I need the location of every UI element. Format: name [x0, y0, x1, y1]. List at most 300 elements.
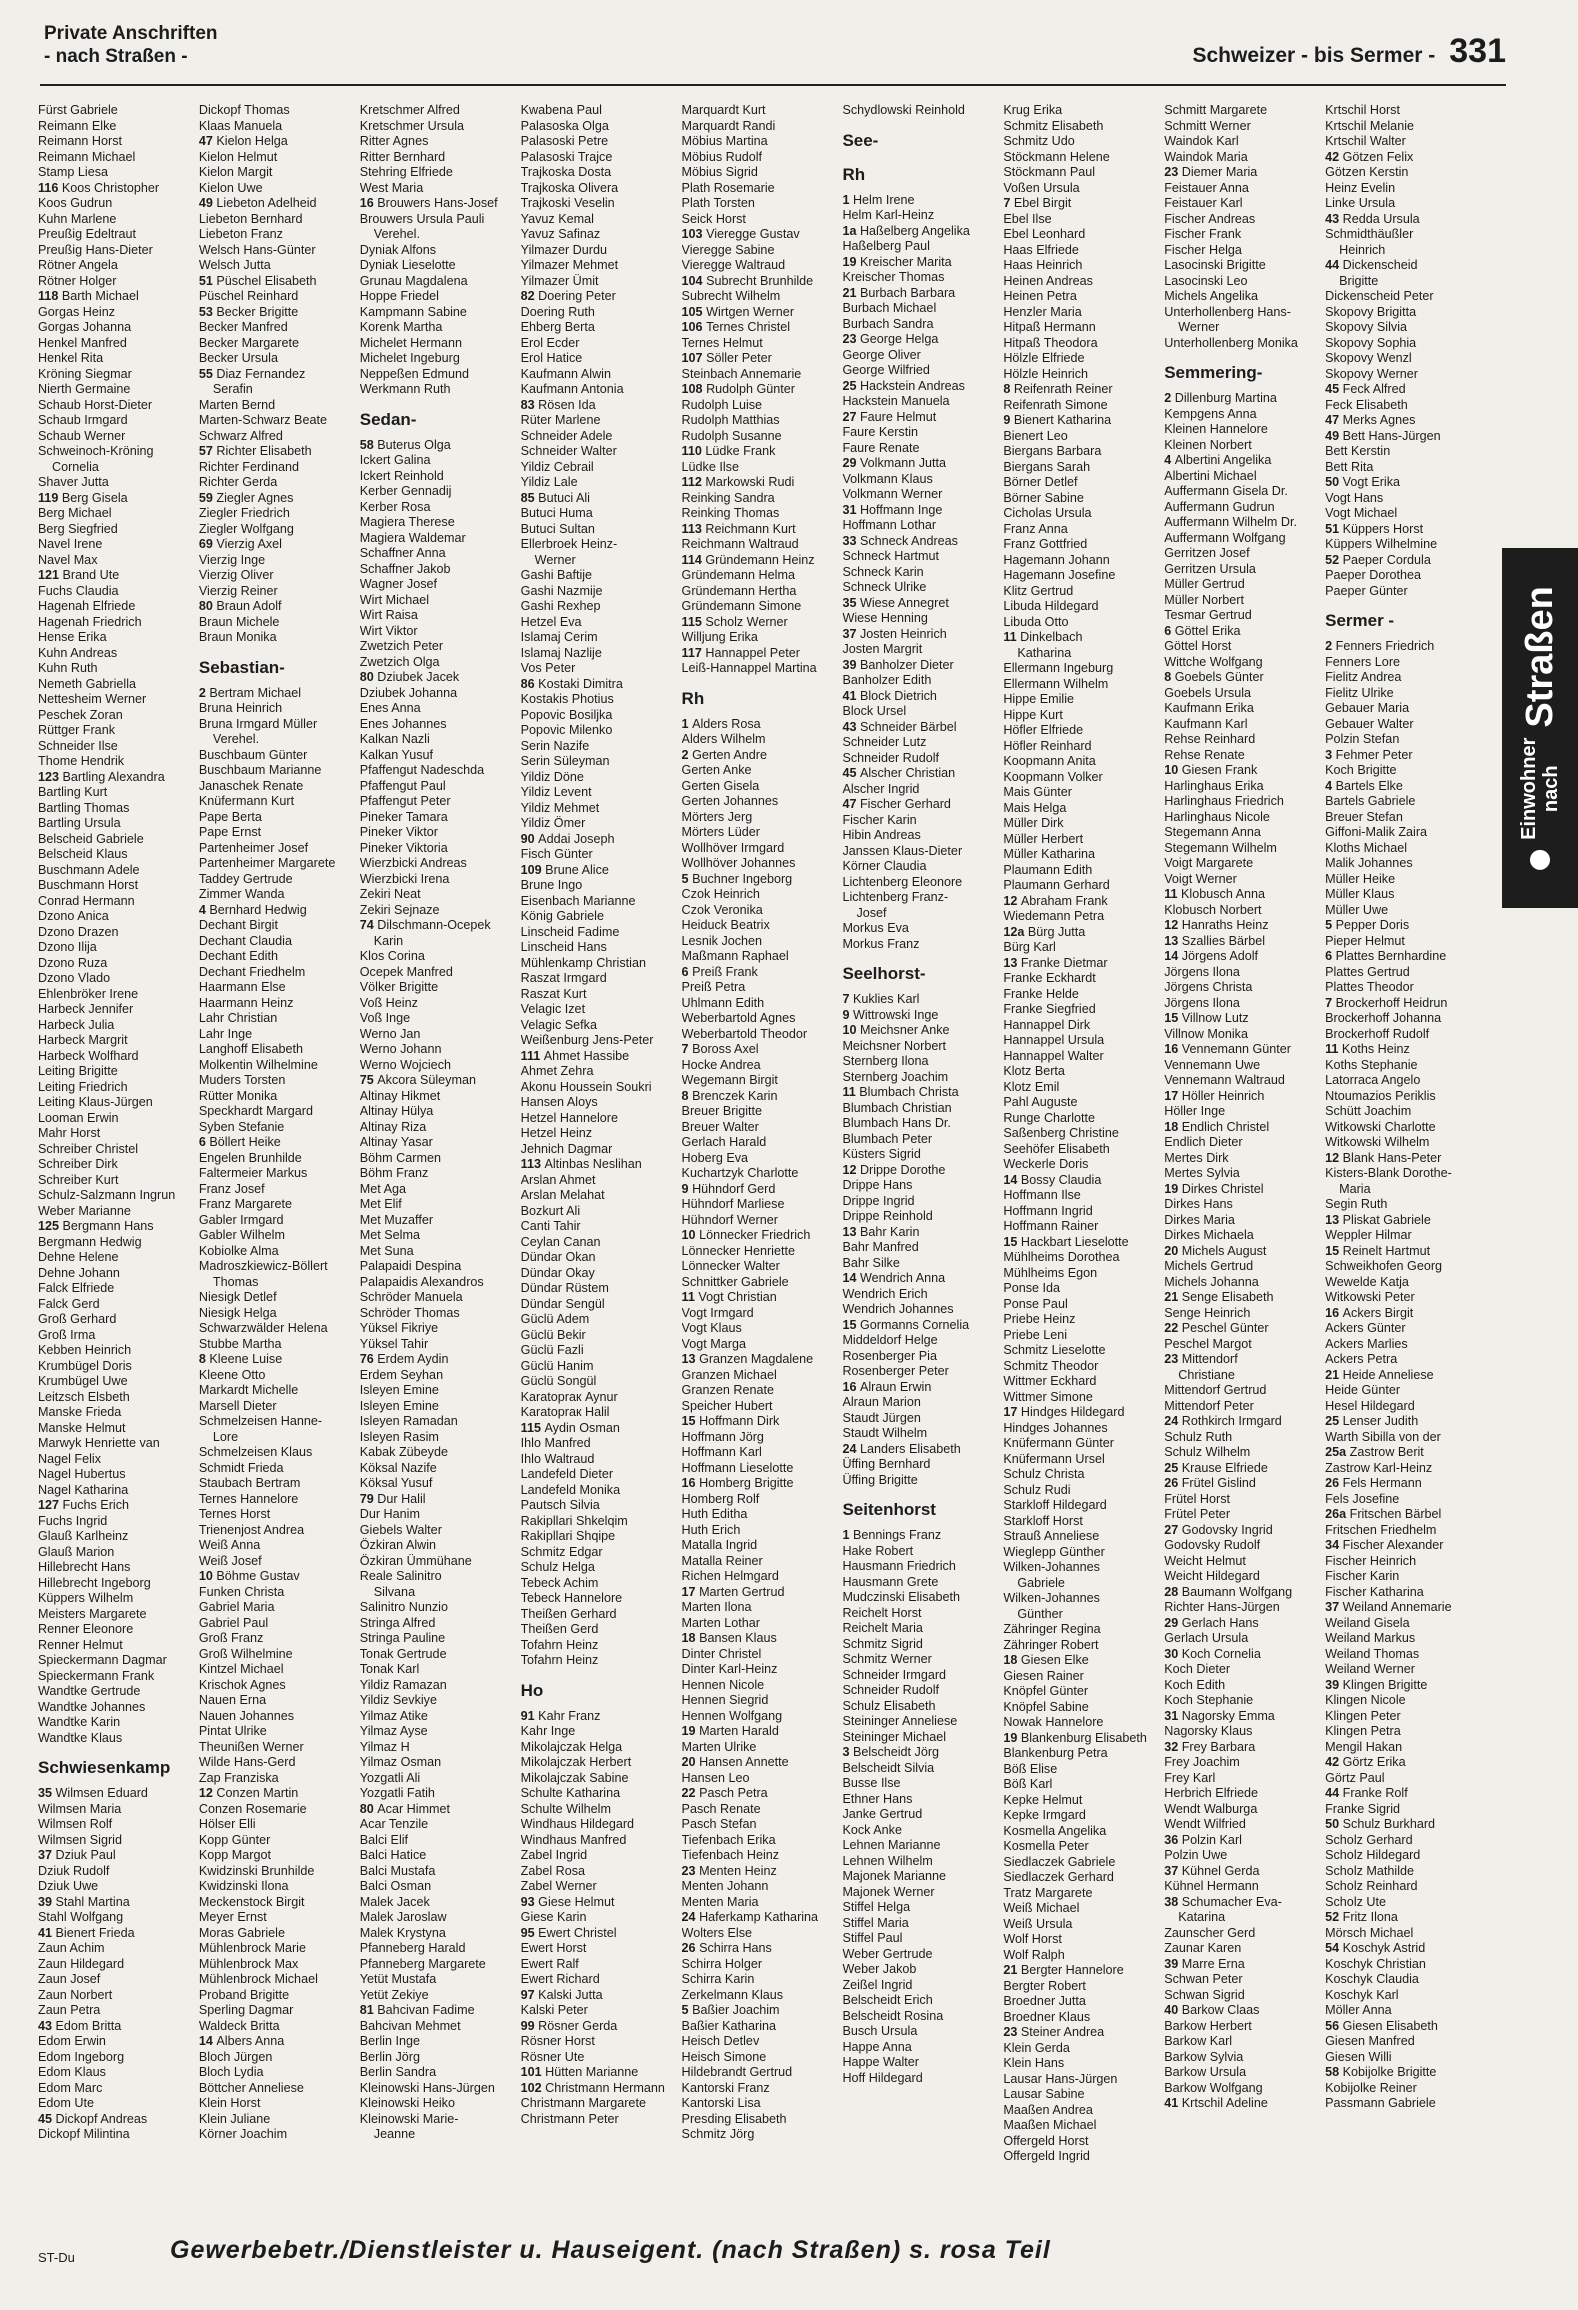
directory-entry: Heiduck Beatrix	[681, 918, 770, 932]
directory-entry: Paeper Günter	[1325, 583, 1408, 598]
house-number: 15	[842, 1317, 860, 1332]
directory-entry: Giesen Manfred	[1325, 2034, 1415, 2048]
directory-entry: Giesen Willi	[1325, 2049, 1392, 2064]
directory-entry: Güclü Fazli	[520, 1343, 584, 1357]
directory-entry: Akonu Houssein Soukri	[520, 1079, 652, 1094]
directory-entry: Jörgens Ilona	[1164, 964, 1240, 979]
directory-entry: Palasoska Olga	[520, 118, 609, 133]
directory-entry: Mengil Hakan	[1325, 1739, 1403, 1754]
directory-entry: Schneider Lutz	[842, 735, 927, 749]
directory-entry: 2 Gerten Andre	[681, 747, 767, 762]
house-number: 31	[1164, 1708, 1182, 1723]
directory-entry: Linke Ursula	[1325, 196, 1396, 210]
directory-entry: Feck Elisabeth	[1325, 397, 1408, 412]
directory-entry: Block Ursel	[842, 704, 907, 718]
directory-entry: Proband Brigitte	[198, 1987, 290, 2002]
entry-continuation: Brigitte	[1339, 273, 1379, 288]
directory-entry: Fürst Gabriele	[38, 103, 118, 117]
directory-entry: Plattes Theodor	[1325, 980, 1414, 994]
directory-entry: Wagner Josef	[359, 577, 437, 591]
directory-entry: Bartling Kurt	[38, 785, 108, 799]
directory-entry: Zaun Hildegard	[38, 1956, 125, 1971]
directory-entry: Schreiber Christel	[38, 1141, 139, 1156]
directory-entry: Burbach Sandra	[842, 316, 934, 331]
directory-entry: Lausar Hans-Jürgen	[1003, 2071, 1118, 2086]
directory-entry: Blankenburg Petra	[1003, 1746, 1108, 1760]
directory-entry: 115 Scholz Werner	[681, 614, 788, 629]
directory-entry: Koos Gudrun	[38, 196, 113, 210]
house-number: 51	[198, 273, 217, 288]
directory-entry: Bergter Robert	[1003, 1978, 1086, 1993]
directory-entry: Brouwers Ursula Pauli	[359, 211, 485, 226]
directory-entry: 15 Hoffmann Dirk	[681, 1414, 780, 1428]
directory-entry: Haarmann Else	[198, 980, 286, 994]
directory-entry: Küsters Sigrid	[842, 1147, 921, 1161]
directory-entry: Böß Karl	[1003, 1777, 1053, 1791]
directory-entry: Dirkes Michaela	[1164, 1228, 1254, 1242]
directory-entry: Faltermeier Markus	[198, 1166, 308, 1180]
directory-entry: Thome Hendrik	[38, 754, 125, 768]
directory-entry: 43 Redda Ursula	[1325, 211, 1420, 226]
directory-entry: Peschel Margot	[1164, 1336, 1252, 1351]
directory-entry: 42 Görtz Erika	[1325, 1755, 1406, 1769]
directory-entry: Palapaidi Despina	[359, 1259, 462, 1273]
directory-entry: Dehne Johann	[38, 1265, 120, 1280]
directory-entry: 21 Heide Anneliese	[1325, 1367, 1434, 1382]
directory-entry: 21 Senge Elisabeth	[1164, 1290, 1274, 1304]
directory-entry: Göttel Horst	[1164, 639, 1232, 653]
directory-entry: Matalla Reiner	[681, 1553, 763, 1568]
directory-entry: 16 Vennemann Günter	[1164, 1042, 1291, 1056]
directory-entry: Kleinowski Hans-Jürgen	[359, 2080, 495, 2095]
directory-entry: Schmidt Frieda	[198, 1460, 284, 1475]
house-number: 101	[520, 2065, 546, 2079]
directory-entry: 25 Krause Elfriede	[1164, 1460, 1268, 1475]
directory-entry: 10 Giesen Frank	[1164, 763, 1258, 777]
directory-entry: Erol Hatice	[520, 351, 583, 365]
house-number: 23	[842, 332, 860, 346]
directory-entry: Sternberg Ilona	[842, 1054, 929, 1068]
directory-entry: Hetzel Hannelore	[520, 1110, 618, 1125]
directory-entry: Rudolph Matthias	[681, 413, 780, 427]
directory-entry: Berlin Inge	[359, 2034, 420, 2048]
directory-entry: Polzin Uwe	[1164, 1848, 1228, 1862]
directory-entry: Kostakis Photius	[520, 692, 614, 706]
house-number: 44	[1325, 258, 1343, 272]
directory-entry: Pineker Tamara	[359, 809, 448, 824]
directory-entry: Stiffel Paul	[842, 1931, 903, 1945]
directory-entry: 15 Reinelt Hartmut	[1325, 1243, 1431, 1258]
directory-entry: Steinbach Annemarie	[681, 366, 802, 381]
directory-entry: Henzler Maria	[1003, 304, 1082, 319]
directory-entry: Zabel Werner	[520, 1879, 597, 1893]
directory-entry: 85 Butuci Ali	[520, 490, 590, 505]
directory-entry: Belscheidt Erich	[842, 1993, 933, 2007]
house-number: 35	[38, 1786, 56, 1800]
house-number: 83	[520, 397, 539, 412]
directory-entry: Isleyen Ramadan	[359, 1414, 458, 1428]
directory-entry: 29 Gerlach Hans	[1164, 1615, 1259, 1630]
entry-continuation: Werner	[534, 552, 576, 567]
directory-entry: Krumbügel Doris	[38, 1358, 132, 1373]
directory-entry: Kalkan Nazli	[359, 732, 430, 746]
directory-entry: Lahr Inge	[198, 1026, 253, 1041]
directory-entry: Körner Joachim	[198, 2127, 288, 2141]
directory-entry: Yildiz Levent	[520, 785, 592, 799]
house-number: 127	[38, 1498, 63, 1512]
directory-entry: Krischok Agnes	[198, 1677, 286, 1692]
entry-continuation: Katarina	[1178, 1910, 1226, 1924]
directory-entry: Popovic Milenko	[520, 723, 613, 737]
directory-entry: 3 Belscheidt Jörg	[842, 1745, 940, 1759]
directory-entry: Belscheid Klaus	[38, 847, 128, 861]
directory-entry: Theißen Gerd	[520, 1622, 599, 1636]
directory-entry: Kielon Margit	[198, 165, 273, 179]
directory-entry: Bartling Thomas	[38, 800, 130, 815]
directory-entry: Wandtke Gertrude	[38, 1684, 141, 1698]
directory-entry: Belscheidt Silvia	[842, 1760, 935, 1775]
house-number: 7	[1325, 995, 1336, 1010]
directory-entry: Stehring Elfriede	[359, 165, 453, 179]
directory-entry: Paeper Dorothea	[1325, 568, 1422, 582]
house-number: 2	[198, 685, 210, 700]
directory-entry: Bahr Manfred	[842, 1240, 919, 1254]
directory-entry: Groß Irma	[38, 1327, 96, 1342]
directory-entry: Franz Anna	[1003, 521, 1068, 536]
directory-entry: Krtschil Walter	[1325, 134, 1406, 148]
house-number: 106	[681, 320, 707, 334]
directory-entry: Dzono Ruza	[38, 955, 108, 970]
directory-entry: Muders Torsten	[198, 1073, 286, 1087]
directory-entry: Harlinghaus Friedrich	[1164, 794, 1284, 808]
directory-entry: Kleinen Hannelore	[1164, 422, 1268, 436]
house-number: 50	[1325, 475, 1343, 489]
directory-entry: Berg Siegfried	[38, 521, 118, 536]
header-rule	[40, 84, 1506, 86]
directory-entry: Schnittker Gabriele	[681, 1274, 789, 1289]
house-number: 41	[842, 688, 860, 703]
directory-entry: Plaumann Edith	[1003, 862, 1093, 877]
directory-entry: Brockerhoff Rudolf	[1325, 1026, 1430, 1041]
directory-entry: Yilmaz Atike	[359, 1708, 428, 1723]
directory-entry: Ziegler Wolfgang	[198, 521, 294, 536]
directory-entry: König Gabriele	[520, 909, 604, 923]
directory-entry: Lüdke Ilse	[681, 459, 739, 474]
directory-entry: Ellermann Wilhelm	[1003, 676, 1109, 691]
directory-entry: Fenners Lore	[1325, 654, 1401, 669]
directory-entry: Priebe Heinz	[1003, 1312, 1076, 1326]
directory-entry: Schmitz Edgar	[520, 1544, 603, 1559]
entry-continuation: Heinrich	[1339, 242, 1386, 257]
directory-entry: Pape Berta	[198, 809, 262, 824]
directory-entry: Dickopf Thomas	[198, 103, 290, 117]
directory-entry: 102 Christmann Hermann	[520, 2080, 665, 2095]
directory-entry: Marwyk Henriette van	[38, 1436, 160, 1450]
directory-entry: Wilken-Johannes	[1003, 1591, 1100, 1605]
directory-entry: 104 Subrecht Brunhilde	[681, 273, 814, 288]
directory-entry: Meckenstock Birgit	[198, 1894, 305, 1909]
directory-entry: Wittmer Eckhard	[1003, 1374, 1097, 1388]
directory-entry: Hannappel Walter	[1003, 1048, 1104, 1063]
house-number: 36	[1164, 1832, 1182, 1847]
directory-entry: Rehse Renate	[1164, 747, 1245, 762]
directory-entry: Bergmann Hedwig	[38, 1234, 142, 1249]
directory-entry: Hake Robert	[842, 1543, 914, 1558]
house-number: 76	[359, 1352, 378, 1366]
directory-entry: Heisch Simone	[681, 2049, 767, 2064]
directory-entry: Kielon Uwe	[198, 180, 263, 195]
directory-entry: Kepke Helmut	[1003, 1792, 1083, 1807]
directory-entry: Broedner Jutta	[1003, 1994, 1086, 2008]
directory-entry: Rösner Horst	[520, 2034, 595, 2048]
directory-entry: Landefeld Dieter	[520, 1467, 614, 1481]
directory-entry: Fischer Heinrich	[1325, 1553, 1417, 1568]
directory-entry: Güclü Adem	[520, 1312, 590, 1326]
directory-entry: Koths Stephanie	[1325, 1057, 1418, 1072]
house-number: 34	[1325, 1538, 1343, 1552]
directory-entry: Hetzel Heinz	[520, 1126, 593, 1140]
directory-entry: Frey Karl	[1164, 1770, 1216, 1785]
directory-entry: Güclü Bekir	[520, 1327, 586, 1342]
directory-entry: Hühndorf Marliese	[681, 1197, 785, 1211]
directory-entry: Schreiber Kurt	[38, 1172, 119, 1187]
directory-entry: Engelen Brunhilde	[198, 1150, 302, 1165]
directory-entry: Seick Horst	[681, 211, 746, 226]
house-number: 12	[1003, 893, 1021, 908]
directory-entry: Richter Hans-Jürgen	[1164, 1600, 1280, 1614]
directory-entry: Jörgens Ilona	[1164, 995, 1240, 1010]
directory-entry: Wirt Michael	[359, 592, 430, 607]
directory-entry: Kuhn Marlene	[38, 211, 117, 226]
directory-entry: Dzono Drazen	[38, 924, 119, 939]
directory-entry: Ackers Petra	[1325, 1352, 1398, 1366]
directory-entry: Schirra Karin	[681, 1972, 755, 1986]
directory-entry: Rösner Ute	[520, 2049, 585, 2064]
directory-entry: Weißenburg Jens-Peter	[520, 1033, 654, 1047]
directory-entry: Reimann Michael	[38, 149, 136, 164]
directory-entry: 30 Koch Cornelia	[1164, 1646, 1261, 1661]
directory-entry: Skopovy Wenzl	[1325, 351, 1412, 365]
directory-entry: Schmitt Margarete	[1164, 103, 1268, 117]
directory-entry: Vennemann Waltraud	[1164, 1073, 1285, 1087]
directory-entry: Harbeck Wolfhard	[38, 1048, 139, 1063]
house-number: 15	[1003, 1234, 1021, 1249]
directory-entry: 112 Markowski Rudi	[681, 475, 795, 489]
directory-entry: Fischer Andreas	[1164, 211, 1256, 226]
directory-entry: Möbius Martina	[681, 134, 768, 148]
directory-entry: Hagenah Elfriede	[38, 599, 136, 613]
house-number: 16	[359, 196, 378, 210]
directory-entry: Giesen Rainer	[1003, 1668, 1084, 1683]
directory-entry: Erol Ecder	[520, 335, 580, 350]
directory-entry: Gashi Rexhep	[520, 599, 601, 613]
directory-entry: 23 Menten Heinz	[681, 1863, 777, 1878]
directory-entry: Richter Gerda	[198, 475, 278, 489]
directory-entry: 38 Schumacher Eva-	[1164, 1894, 1282, 1909]
directory-entry: Zwetzich Olga	[359, 654, 440, 669]
house-number: 90	[520, 831, 539, 846]
house-number: 75	[359, 1073, 378, 1087]
directory-entry: Preußig Hans-Dieter	[38, 242, 153, 257]
directory-entry: Alraun Marion	[842, 1395, 921, 1409]
directory-entry: 6 Böllert Heike	[198, 1135, 281, 1149]
directory-entry: Shaver Jutta	[38, 475, 109, 489]
directory-entry: Rötner Angela	[38, 258, 118, 272]
street-heading: Seelhorst-	[842, 964, 926, 983]
directory-entry: Hennen Siegrid	[681, 1693, 769, 1707]
entry-continuation: Josef	[856, 905, 887, 920]
directory-entry: Karatopraк Halil	[520, 1405, 610, 1419]
directory-entry: Huth Erich	[681, 1522, 741, 1537]
directory-entry: Richen Helmgard	[681, 1569, 779, 1583]
directory-entry: 11 Koths Heinz	[1325, 1042, 1410, 1056]
directory-entry: Drippe Hans	[842, 1178, 913, 1192]
house-number: 12	[1325, 1150, 1343, 1165]
house-number: 14	[1003, 1172, 1021, 1187]
house-number: 27	[842, 409, 860, 424]
directory-entry: Partenheimer Josef	[198, 840, 309, 855]
directory-entry: Mörters Jerg	[681, 809, 753, 824]
directory-entry: 15 Gormanns Cornelia	[842, 1317, 970, 1332]
directory-entry: Giebels Walter	[359, 1522, 442, 1537]
directory-entry: Ahmet Zehra	[520, 1064, 594, 1078]
directory-entry: Mertes Sylvia	[1164, 1166, 1240, 1180]
directory-entry: Navel Max	[38, 552, 98, 567]
directory-entry: 6 Plattes Bernhardine	[1325, 949, 1447, 963]
street-heading: Rh	[681, 688, 705, 708]
directory-entry: Leiting Klaus-Jürgen	[38, 1095, 153, 1109]
directory-entry: Gerritzen Ursula	[1164, 561, 1256, 576]
house-number: 51	[1325, 521, 1343, 536]
directory-entry: Rudolph Susanne	[681, 428, 782, 443]
directory-entry: 4 Albertini Angelika	[1164, 453, 1272, 467]
directory-entry: Müller Klaus	[1325, 887, 1395, 901]
directory-entry: 97 Kalski Jutta	[520, 1987, 603, 2002]
directory-entry: Zap Franziska	[198, 1770, 279, 1785]
directory-entry: Voß Heinz	[359, 995, 418, 1010]
directory-entry: Yildiz Ömer	[520, 816, 586, 830]
house-number: 117	[681, 645, 706, 660]
directory-entry: Majonek Marianne	[842, 1869, 947, 1883]
directory-entry: Hetzel Eva	[520, 614, 582, 629]
directory-entry: 7 Kuklies Karl	[842, 992, 920, 1006]
directory-entry: Canti Tahir	[520, 1219, 581, 1233]
directory-entry: Theißen Gerhard	[520, 1606, 617, 1621]
directory-entry: Hoppe Friedel	[359, 289, 439, 303]
directory-entry: Buschbaum Marianne	[198, 763, 322, 777]
directory-entry: Wendt Wilfried	[1164, 1817, 1246, 1831]
directory-entry: 114 Gründemann Heinz	[681, 552, 815, 567]
directory-entry: 39 Stahl Martina	[38, 1894, 130, 1909]
directory-entry: 43 Schneider Bärbel	[842, 719, 957, 734]
house-number: 107	[681, 351, 707, 365]
house-number: 23	[1164, 165, 1182, 179]
directory-entry: Yetüt Zekiye	[359, 1987, 429, 2002]
directory-entry: Müller Katharina	[1003, 847, 1096, 861]
directory-entry: Mühlenbrock Michael	[198, 1972, 318, 1986]
house-number: 6	[198, 1135, 210, 1149]
directory-entry: Wiedemann Petra	[1003, 909, 1105, 923]
directory-entry: George Wilfried	[842, 363, 930, 377]
house-number: 58	[1325, 2065, 1343, 2079]
house-number: 21	[1325, 1367, 1343, 1382]
directory-entry: Püschel Reinhard	[198, 289, 299, 303]
directory-entry: 121 Brand Ute	[38, 568, 120, 582]
directory-entry: Weicht Hildegard	[1164, 1569, 1260, 1583]
directory-entry: 80 Braun Adolf	[198, 599, 282, 613]
directory-entry: 50 Schulz Burkhard	[1325, 1817, 1436, 1831]
directory-entry: Witkowski Wilhelm	[1325, 1135, 1430, 1149]
directory-entry: Runge Charlotte	[1003, 1110, 1096, 1125]
directory-entry: Enes Anna	[359, 701, 421, 715]
directory-entry: Gründemann Helma	[681, 568, 795, 582]
directory-entry: 81 Bahcivan Fadime	[359, 2003, 475, 2017]
directory-entry: Schneider Walter	[520, 444, 617, 458]
directory-entry: 54 Koschyk Astrid	[1325, 1941, 1426, 1955]
directory-entry: Michelet Hermann	[359, 335, 462, 350]
directory-entry: 26 Frütel Gislind	[1164, 1476, 1256, 1490]
house-number: 11	[1003, 630, 1021, 644]
directory-entry: Pahl Auguste	[1003, 1095, 1078, 1109]
directory-entry: Kaufmann Erika	[1164, 701, 1254, 715]
directory-entry: Wendrich Erich	[842, 1286, 928, 1301]
directory-entry: Zaun Achim	[38, 1941, 105, 1955]
directory-entry: 44 Dickenscheid	[1325, 258, 1418, 272]
directory-entry: Eisenbach Marianne	[520, 893, 636, 908]
directory-entry: 2 Fenners Friedrich	[1325, 639, 1435, 653]
directory-entry: Yetüt Mustafa	[359, 1972, 437, 1986]
directory-entry: Trajkoska Dosta	[520, 165, 612, 179]
directory-entry: Marquardt Randi	[681, 118, 776, 133]
directory-entry: Knöpfel Günter	[1003, 1684, 1089, 1698]
house-number: 22	[681, 1786, 700, 1800]
directory-entry: Üffing Brigitte	[842, 1472, 918, 1487]
directory-entry: Böß Elise	[1003, 1761, 1058, 1776]
house-number: 43	[842, 719, 860, 734]
street-heading: Semmering-	[1164, 363, 1263, 382]
directory-entry: Gründemann Simone	[681, 599, 802, 613]
directory-entry: Koschyk Karl	[1325, 1987, 1399, 2002]
house-number: 15	[681, 1414, 700, 1428]
directory-entry: Weppler Hilmar	[1325, 1228, 1412, 1242]
directory-entry: Michels Gertrud	[1164, 1259, 1254, 1273]
directory-entry: 116 Koos Christopher	[38, 180, 160, 195]
house-number: 42	[1325, 1755, 1343, 1769]
directory-entry: Knöpfel Sabine	[1003, 1699, 1089, 1714]
directory-entry: Franz Josef	[198, 1181, 265, 1196]
directory-entry: Kuchartzyk Charlotte	[681, 1166, 799, 1180]
directory-entry: Koopmann Anita	[1003, 754, 1096, 768]
directory-entry: Feistauer Karl	[1164, 196, 1243, 210]
entry-continuation: Verehel.	[373, 227, 420, 241]
directory-entry: 11 Klobusch Anna	[1164, 887, 1266, 901]
directory-entry: Tofahrn Heinz	[520, 1637, 599, 1652]
directory-entry: Josten Margrit	[842, 642, 923, 656]
directory-entry: Kahr Inge	[520, 1724, 576, 1738]
directory-entry: 55 Diaz Fernandez	[198, 366, 306, 381]
house-number: 14	[842, 1271, 860, 1285]
house-number: 24	[1164, 1414, 1182, 1428]
directory-entry: 109 Brune Alice	[520, 862, 609, 877]
house-number: 44	[1325, 1786, 1343, 1800]
directory-entry: Mühlheims Egon	[1003, 1265, 1098, 1280]
house-number: 54	[1325, 1941, 1343, 1955]
directory-entry: 29 Volkmann Jutta	[842, 456, 947, 470]
directory-entry: Grunau Magdalena	[359, 273, 468, 288]
directory-entry: Altinay Hülya	[359, 1104, 434, 1118]
directory-entry: 2 Dillenburg Martina	[1164, 391, 1277, 405]
directory-entry: Schweikhofen Georg	[1325, 1259, 1443, 1273]
